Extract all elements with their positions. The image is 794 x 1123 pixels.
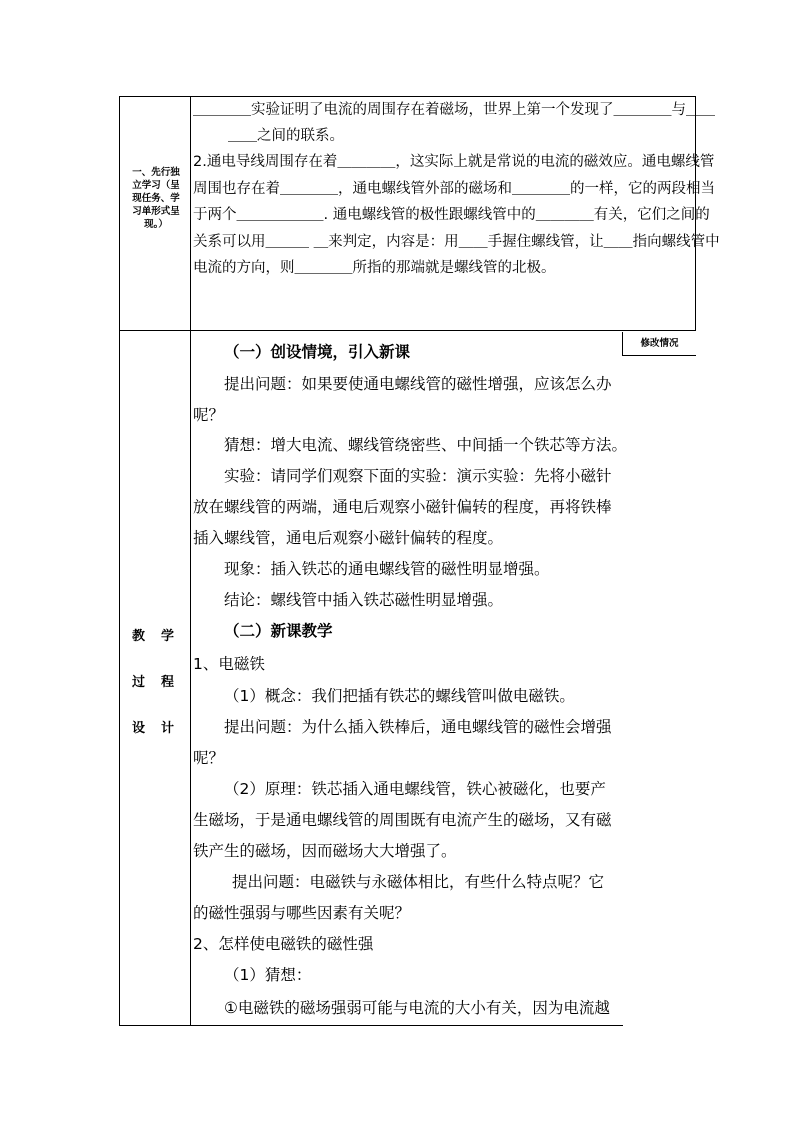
- content-line: 结论：螺线管中插入铁芯磁性明显增强。: [224, 591, 504, 609]
- table-left-border: [119, 96, 120, 1026]
- content-line: 放在螺线管的两端，通电后观察小磁针偏转的程度，再将铁棒: [193, 498, 612, 516]
- content-line: 实验：请同学们观察下面的实验：演示实验：先将小磁针: [224, 467, 612, 485]
- row-divider: [119, 330, 696, 331]
- content-line: （1）概念：我们把插有铁芯的螺线管叫做电磁铁。: [224, 687, 575, 705]
- content-line: 呢？: [193, 406, 225, 424]
- self-study-line: 周围也存在着＿＿＿＿，通电螺线管外部的磁场和＿＿＿＿的一样，它的两段相当: [193, 181, 715, 197]
- self-study-line: ＿＿之间的联系。: [228, 128, 344, 144]
- content-line: （2）原理：铁芯插入通电螺线管，铁心被磁化，也要产: [224, 780, 606, 798]
- content-line: 生磁场，于是通电螺线管的周围既有电流产生的磁场，又有磁: [193, 811, 612, 829]
- content-line: 铁产生的磁场，因而磁场大大增强了。: [193, 842, 457, 860]
- table-top-border: [119, 96, 696, 97]
- subsection-heading: （二）新课教学: [224, 622, 333, 640]
- self-study-line: 2.通电导线周围存在着＿＿＿＿，这实际上就是常说的电流的磁效应。通电螺线管: [193, 154, 715, 170]
- teaching-process-label: 教学 过程 设计: [132, 629, 191, 736]
- self-study-line: 关系可以用＿＿＿ ＿来判定，内容是：用＿＿手握住螺线管，让＿＿指向螺线管中: [193, 234, 720, 250]
- content-bottom-line: [119, 1025, 623, 1026]
- content-line: 现象：插入铁芯的通电螺线管的磁性明显增强。: [224, 560, 550, 578]
- column-divider: [190, 96, 191, 1026]
- self-study-label: 一、先行独 立学习（呈 现任务、学 习单形式呈 现。）: [132, 167, 180, 230]
- self-study-line: 于两个＿＿＿＿＿＿. 通电螺线管的极性跟螺线管中的＿＿＿＿有关，它们之间的: [193, 207, 710, 223]
- content-line: 1、电磁铁: [193, 655, 265, 673]
- self-study-line: ＿＿＿＿实验证明了电流的周围存在着磁场，世界上第一个发现了＿＿＿＿与＿＿: [193, 102, 715, 118]
- content-line: 猜想：增大电流、螺线管绕密些、中间插一个铁芯等方法。: [224, 436, 628, 454]
- content-line: 呢？: [193, 749, 225, 767]
- content-line: ①电磁铁的磁场强弱可能与电流的大小有关，因为电流越: [224, 999, 610, 1017]
- content-line: 2、怎样使电磁铁的磁性强: [193, 935, 374, 953]
- subsection-heading: （一）创设情境，引入新课: [224, 343, 411, 361]
- content-line: 提出问题：如果要使通电螺线管的磁性增强，应该怎么办: [224, 375, 612, 393]
- content-line: 提出问题：电磁铁与永磁体相比，有些什么特点呢？它: [232, 873, 605, 891]
- content-line: 插入螺线管，通电后观察小磁针偏转的程度。: [193, 529, 504, 547]
- revision-status-box: 修改情况: [622, 332, 696, 356]
- content-line: （1）猜想：: [224, 966, 312, 984]
- self-study-line: 电流的方向，则＿＿＿＿所指的那端就是螺线管的北极。: [193, 260, 556, 276]
- content-line: 提出问题：为什么插入铁棒后，通电螺线管的磁性会增强: [224, 718, 612, 736]
- content-line: 的磁性强弱与哪些因素有关呢？: [193, 904, 411, 922]
